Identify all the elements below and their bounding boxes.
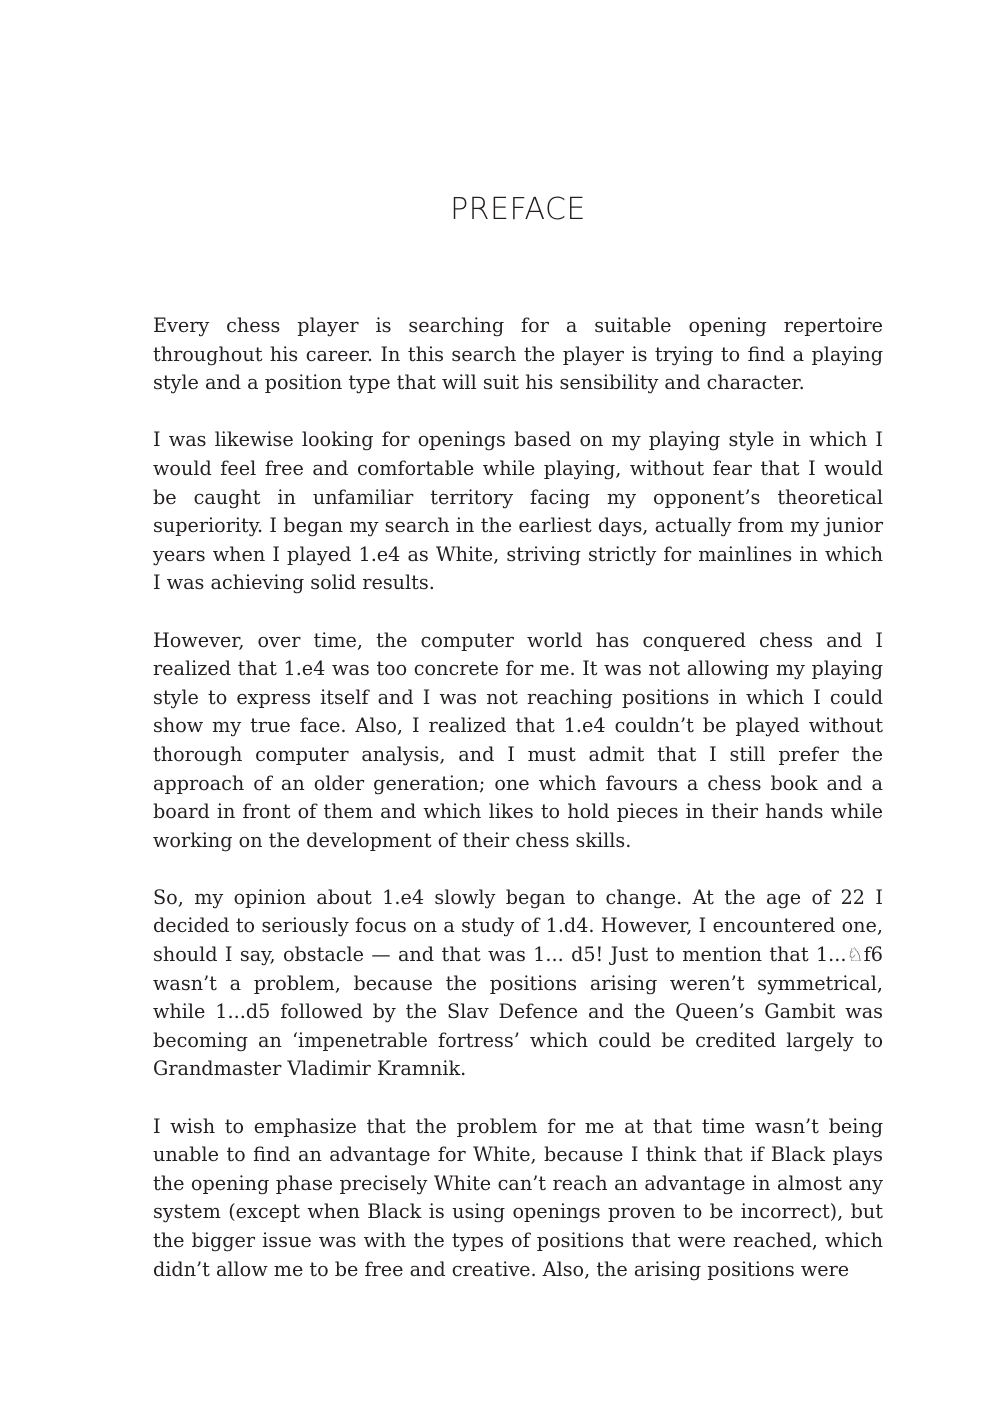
paragraph-3: However, over time, the computer world has conquered chess and I realized that 1.e4 was too concrete for me. It was not allowing my playing style to express itself and I was not reaching positions in which I could show my true face. Also, I realized that 1.e4 couldn’t be played without thorough computer analysis, and I must admit that I still prefer the approach of an older generation; one which favours a chess book and a board in front of them and which likes to hold pieces in their hands while working on the development of their chess skills. (153, 628, 883, 852)
paragraph-2: I was likewise looking for openings based on my playing style in which I would feel free and comfortable while playing, without fear that I would be caught in unfamiliar territory facing my opponent’s theoretical superiority. I began my search in the earliest days, actually from my junior years when I played 1.e4 as White, striving strictly for mainlines in which I was achieving solid results. (153, 428, 883, 595)
paragraph-4: So, my opinion about 1.e4 slowly began to change. At the age of 22 I decided to seriously focus on a study of 1.d4. However, I encountered one, should I say, obstacle — and that was 1... d5! Just to mention that 1...♘f6 wasn’t a problem, because the positions arising weren’t symmetrical, while 1...d5 followed by the Slav Defence and the Queen’s Gambit was becoming an ‘impenetrable fortress’ which could be credited largely to Grandmaster Vladimir Kramnik. (153, 885, 883, 1081)
paragraph-5: I wish to emphasize that the problem for me at that time wasn’t being unable to find an advantage for White, because I think that if Black plays the opening phase precisely White can’t reach an advantage in almost any system (except when Black is using openings proven to be incorrect), but the bigger issue was with the types of positions that were reached, which didn’t allow me to be free and creative. Also, the arising positions were (153, 1114, 883, 1281)
page-title: PREFACE (450, 192, 586, 227)
paragraph-1: Every chess player is searching for a suitable opening repertoire throughout his career. In this search the player is trying to find a playing style and a position type that will suit his sensibility and character. (153, 314, 883, 395)
preface-body (153, 312, 883, 1284)
